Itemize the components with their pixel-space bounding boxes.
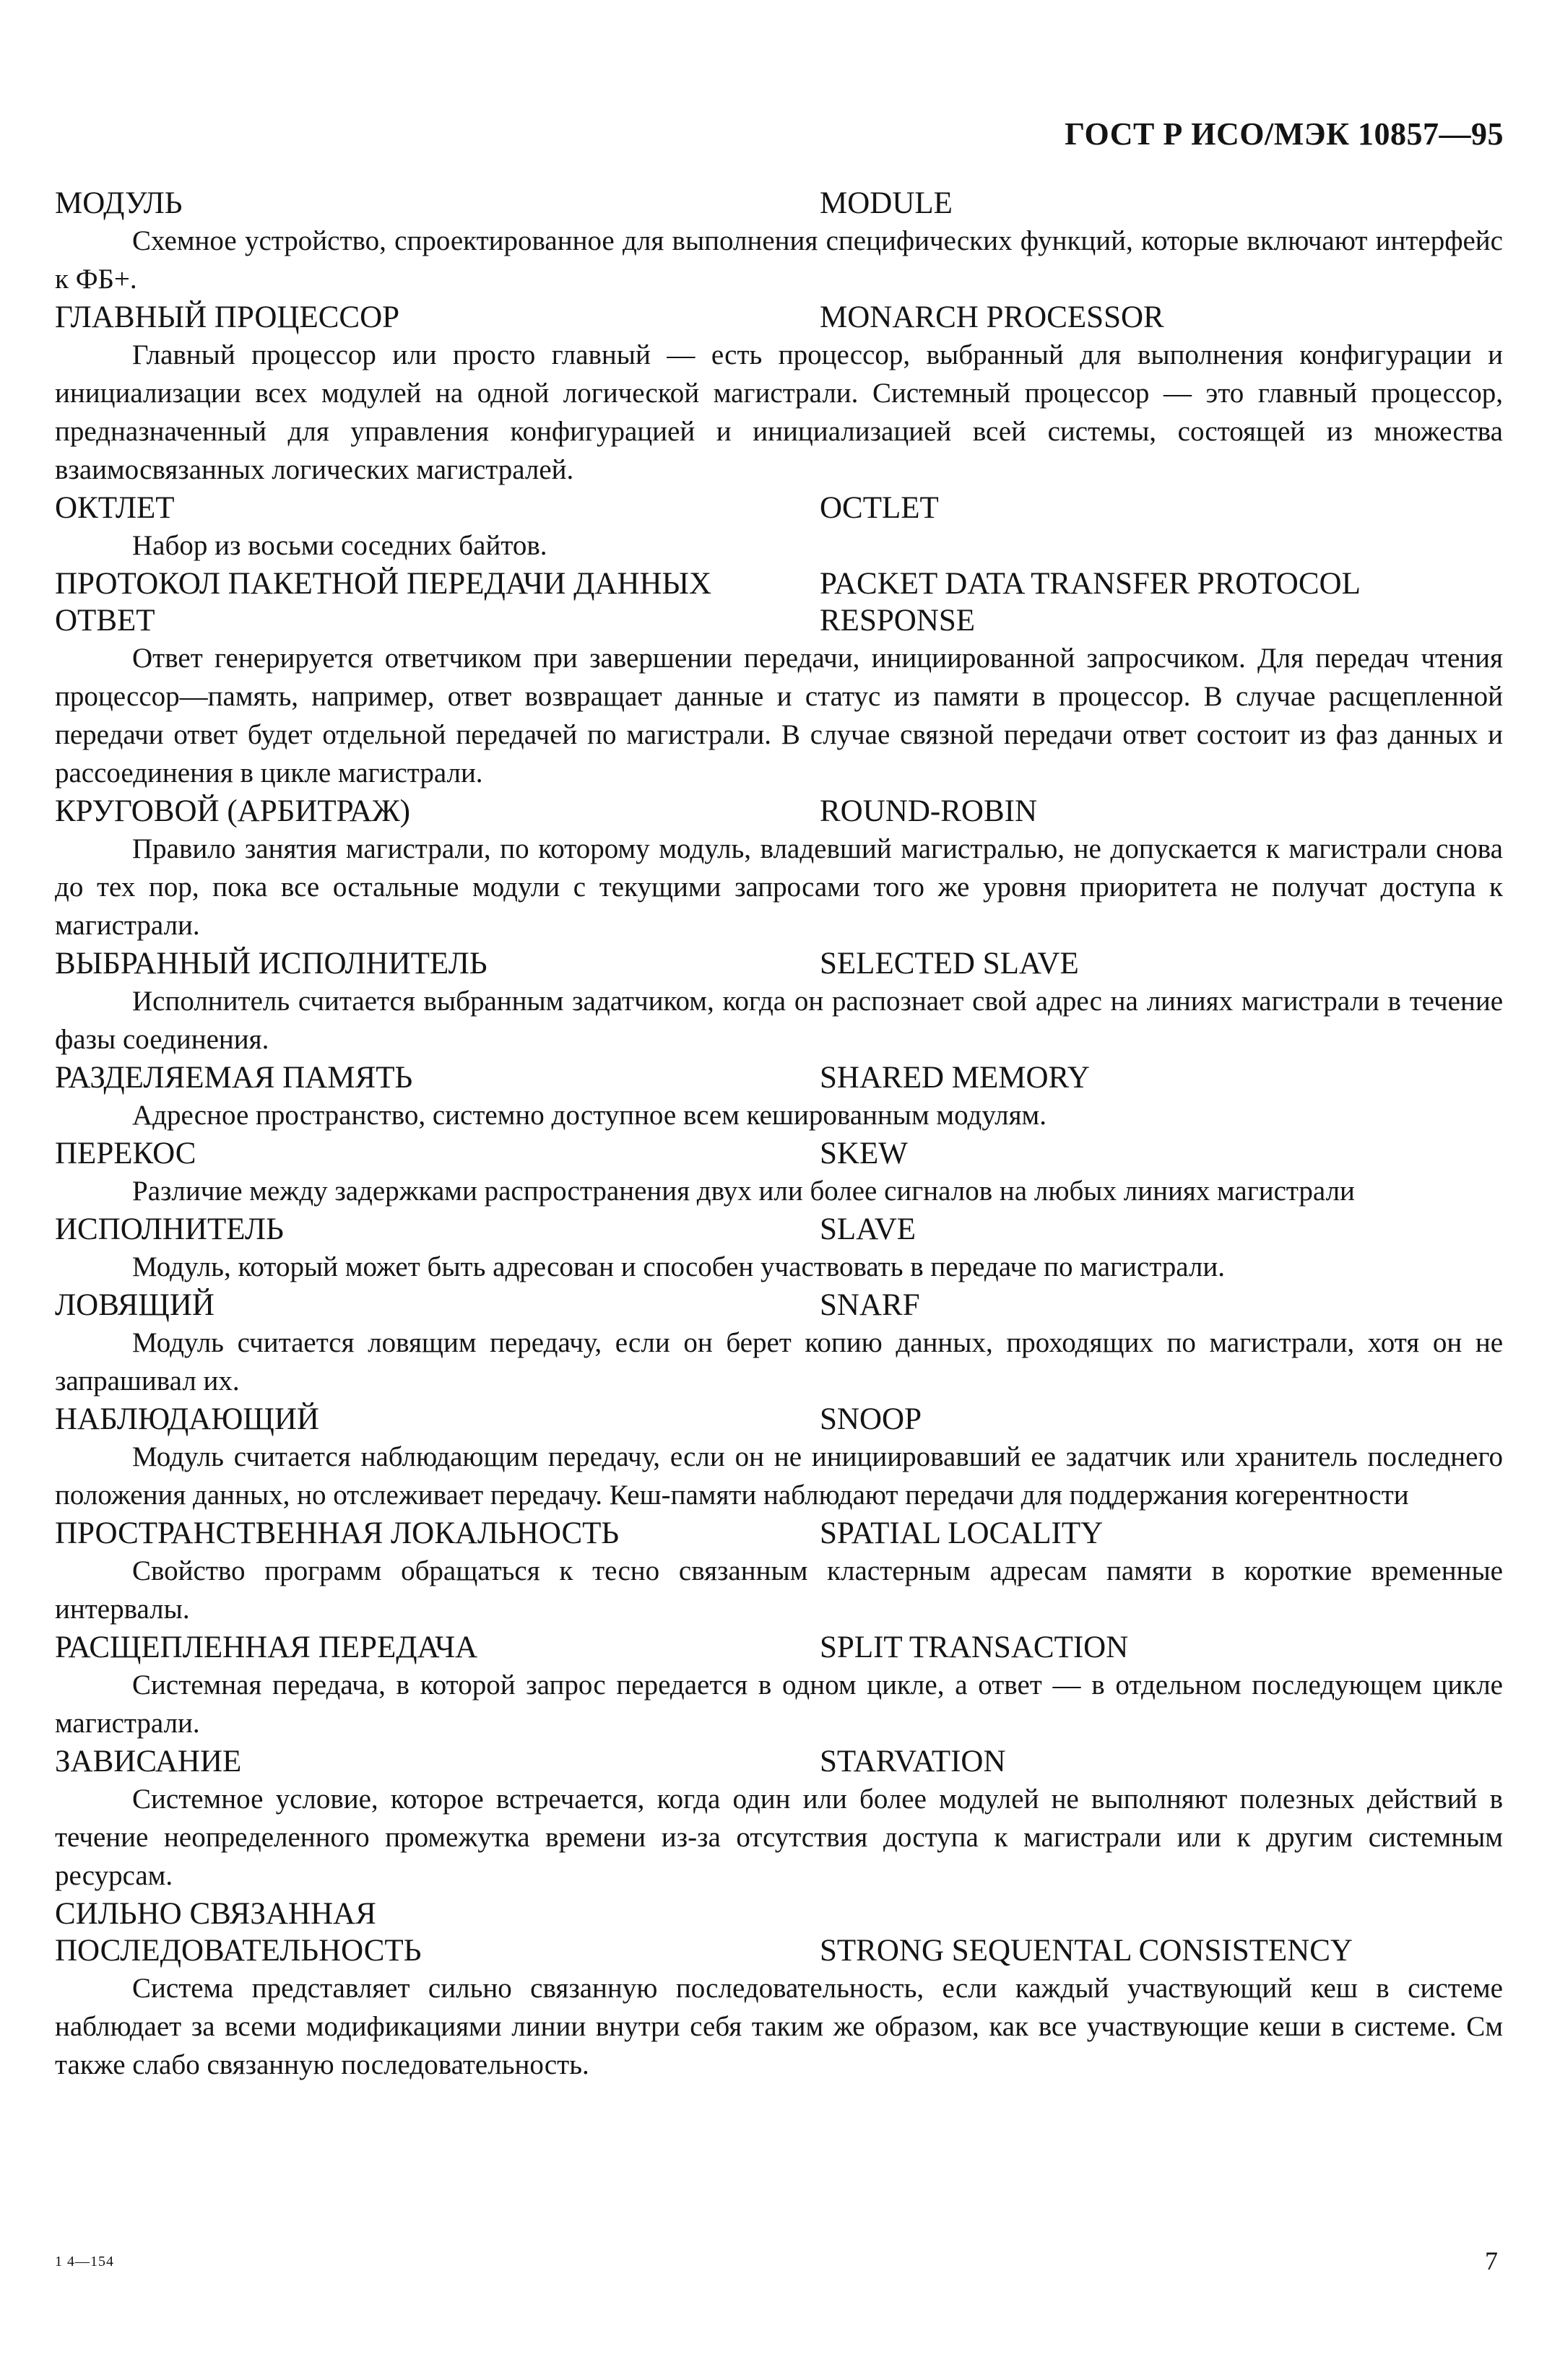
glossary-entry bbox=[55, 185, 1503, 298]
term-definition: Набор из восьми соседних байтов. bbox=[132, 530, 547, 561]
term-definition: Главный процессор или просто главный — есть процессор, выбранный для выполнения конфигурации и инициализации всех модулей на одной логической магистрали. Системный процессор — это главный процессор, предназначенный для управления конфигурацией и инициализацией всей системы, состоящей из множества взаимосвязанных логических магистралей. bbox=[55, 339, 1503, 485]
term-row bbox=[55, 1211, 1503, 1248]
term-russian: ПРОСТРАНСТВЕННАЯ ЛОКАЛЬНОСТЬ bbox=[55, 1516, 620, 1550]
term-definition: Различие между задержками распространения двух или более сигналов на любых линиях магистрали bbox=[132, 1176, 1355, 1207]
term-row bbox=[55, 1135, 1503, 1172]
glossary-entry bbox=[55, 1401, 1503, 1514]
term-english: SPLIT TRANSACTION bbox=[820, 1630, 1129, 1664]
glossary-entry bbox=[55, 1211, 1503, 1286]
term-row bbox=[55, 1932, 1503, 1969]
glossary-entry bbox=[55, 1059, 1503, 1134]
term-english: STRONG SEQUENTAL CONSISTENCY bbox=[820, 1934, 1353, 1968]
term-russian: ОКТЛЕТ bbox=[55, 491, 175, 525]
term-definition: Схемное устройство, спроектированное для выполнения специфических функций, которые включают интерфейс к ФБ+. bbox=[55, 225, 1503, 295]
term-definition: Адресное пространство, системно доступное всем кешированным модулям. bbox=[132, 1100, 1046, 1131]
glossary-entry bbox=[55, 1287, 1503, 1400]
term-definition: Система представляет сильно связанную последовательность, если каждый участвующий кеш в системе наблюдает за всеми модификациями линии внутри себя таким же образом, как все участвующие кеши в системе. См также слабо связанную последовательность. bbox=[55, 1973, 1503, 2080]
term-russian-line1: СИЛЬНО СВЯЗАННАЯ bbox=[55, 1897, 376, 1931]
glossary-entry bbox=[55, 490, 1503, 565]
glossary-entry bbox=[55, 299, 1503, 489]
glossary-entry bbox=[55, 945, 1503, 1059]
term-russian: РАЗДЕЛЯЕМАЯ ПАМЯТЬ bbox=[55, 1061, 413, 1095]
glossary-entry bbox=[55, 1135, 1503, 1210]
term-english: PACKET DATA TRANSFER PROTOCOL bbox=[820, 567, 1361, 601]
term-russian: ЗАВИСАНИЕ bbox=[55, 1745, 242, 1779]
term-russian: ГЛАВНЫЙ ПРОЦЕССОР bbox=[55, 300, 400, 334]
term-russian: ПРОТОКОЛ ПАКЕТНОЙ ПЕРЕДАЧИ ДАННЫХ bbox=[55, 567, 712, 601]
term-english: SKEW bbox=[820, 1137, 908, 1171]
term-definition: Системное условие, которое встречается, когда один или более модулей не выполняют полезных действий в течение неопределенного промежутка времени из-за отсутствия доступа к магистрали или к другим системным ресурсам. bbox=[55, 1784, 1503, 1891]
term-row bbox=[55, 1743, 1503, 1780]
glossary-entry bbox=[55, 1743, 1503, 1895]
term-english: STARVATION bbox=[820, 1745, 1006, 1779]
term-definition: Правило занятия магистрали, по которому модуль, владевший магистралью, не допускается к магистрали снова до тех пор, пока все остальные модули с текущими запросами того же уровня приоритета не получат доступа к магистрали. bbox=[55, 833, 1503, 941]
term-definition: Модуль считается ловящим передачу, если он берет копию данных, проходящих по магистрали, хотя он не запрашивал их. bbox=[55, 1327, 1503, 1397]
term-row bbox=[55, 1059, 1503, 1096]
term-english: SNOOP bbox=[820, 1402, 922, 1436]
term-row bbox=[55, 299, 1503, 336]
glossary-entry bbox=[55, 565, 1503, 602]
term-row bbox=[55, 565, 1503, 602]
term-definition: Ответ генерируется ответчиком при завершении передачи, инициированной запросчиком. Для передач чтения процессор—память, например, ответ возвращает данные и статус из памяти в процессор. В случае расщепленной передачи ответ будет отдельной передачей по магистрали. В случае связной передачи ответ состоит из фаз данных и рассоединения в цикле магистрали. bbox=[55, 643, 1503, 789]
term-russian: ОТВЕТ bbox=[55, 604, 155, 638]
term-definition: Свойство программ обращаться к тесно связанным кластерным адресам памяти в короткие временные интервалы. bbox=[55, 1555, 1503, 1625]
term-english: OCTLET bbox=[820, 491, 939, 525]
term-russian-line2: ПОСЛЕДОВАТЕЛЬНОСТЬ bbox=[55, 1934, 422, 1968]
term-english: SELECTED SLAVE bbox=[820, 947, 1079, 981]
glossary-entry bbox=[55, 1515, 1503, 1628]
term-english: MODULE bbox=[820, 186, 953, 220]
term-row bbox=[55, 945, 1503, 982]
glossary-body bbox=[55, 185, 1503, 2085]
term-russian: РАСЩЕПЛЕННАЯ ПЕРЕДАЧА bbox=[55, 1630, 478, 1664]
term-row bbox=[55, 1401, 1503, 1438]
term-row bbox=[55, 185, 1503, 222]
term-english: ROUND-ROBIN bbox=[820, 794, 1037, 828]
term-english: SNARF bbox=[820, 1288, 920, 1322]
term-row bbox=[55, 1895, 1503, 1932]
term-english: SLAVE bbox=[820, 1212, 916, 1246]
term-definition: Системная передача, в которой запрос передается в одном цикле, а ответ — в отдельном последующем цикле магистрали. bbox=[55, 1669, 1503, 1739]
term-row bbox=[55, 1287, 1503, 1324]
term-russian: ИСПОЛНИТЕЛЬ bbox=[55, 1212, 284, 1246]
term-definition: Модуль, который может быть адресован и способен участвовать в передаче по магистрали. bbox=[132, 1251, 1225, 1282]
term-russian: НАБЛЮДАЮЩИЙ bbox=[55, 1402, 319, 1436]
term-russian: ЛОВЯЩИЙ bbox=[55, 1288, 214, 1322]
term-russian: ВЫБРАННЫЙ ИСПОЛНИТЕЛЬ bbox=[55, 947, 488, 981]
glossary-entry bbox=[55, 1629, 1503, 1742]
term-english: SPATIAL LOCALITY bbox=[820, 1516, 1104, 1550]
glossary-entry bbox=[55, 602, 1503, 792]
term-definition: Исполнитель считается выбранным задатчиком, когда он распознает свой адрес на линиях магистрали в течение фазы соединения. bbox=[55, 986, 1503, 1055]
term-russian: МОДУЛЬ bbox=[55, 186, 183, 220]
term-english: MONARCH PROCESSOR bbox=[820, 300, 1164, 334]
term-russian: КРУГОВОЙ (АРБИТРАЖ) bbox=[55, 794, 410, 828]
document-code-header: ГОСТ Р ИСО/МЭК 10857—95 bbox=[1065, 116, 1504, 152]
term-definition: Модуль считается наблюдающим передачу, если он не инициировавший ее задатчик или хранитель последнего положения данных, но отслеживает передачу. Кеш-памяти наблюдают передачи для поддержания когерентности bbox=[55, 1441, 1503, 1511]
glossary-entry bbox=[55, 1895, 1503, 2084]
term-row bbox=[55, 1515, 1503, 1552]
term-row bbox=[55, 602, 1503, 639]
term-english: RESPONSE bbox=[820, 604, 976, 638]
term-row bbox=[55, 490, 1503, 526]
term-english: SHARED MEMORY bbox=[820, 1061, 1090, 1095]
print-code: 1 4—154 bbox=[55, 2254, 114, 2270]
glossary-entry bbox=[55, 793, 1503, 944]
term-row bbox=[55, 793, 1503, 830]
term-russian: ПЕРЕКОС bbox=[55, 1137, 196, 1171]
page-number: 7 bbox=[1485, 2246, 1498, 2275]
term-row bbox=[55, 1629, 1503, 1666]
